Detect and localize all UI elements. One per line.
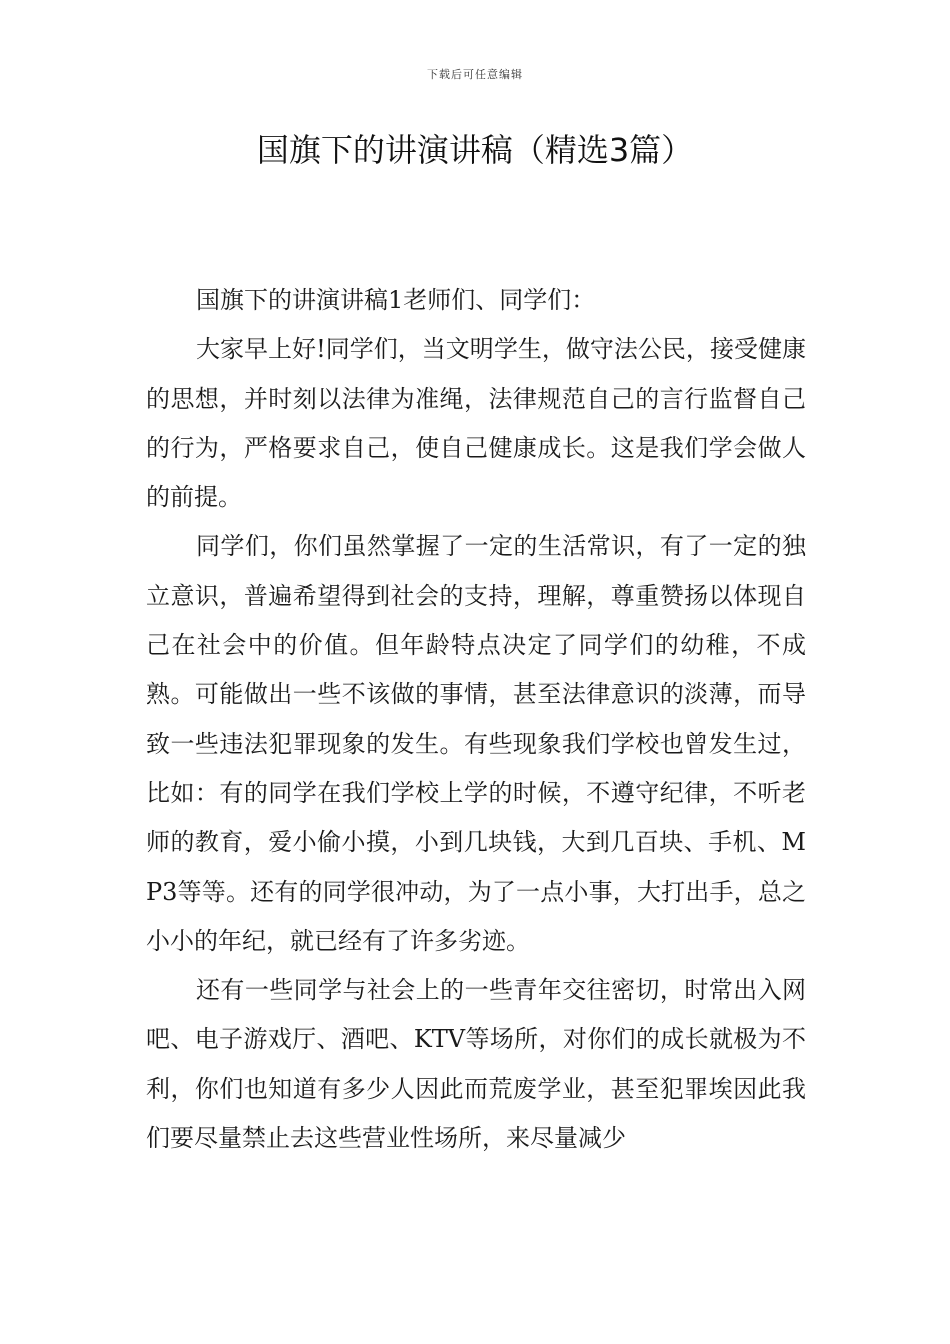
- paragraph: 国旗下的讲演讲稿1老师们、同学们：: [196, 286, 596, 314]
- header-note: 下载后可任意编辑: [427, 68, 523, 81]
- paragraph: 大家早上好!同学们，当文明学生，做守法公民，接受健康的思想，并时刻以法律为准绳，法律规范自己的言行监督自己的行为，严格要求自己，使自己健康成长。这是我们学会做人的前提。: [146, 335, 806, 512]
- document-title: 国旗下的讲演讲稿（精选3篇）: [256, 131, 694, 169]
- paragraph: 还有一些同学与社会上的一些青年交往密切，时常出入网吧、电子游戏厅、酒吧、KTV等场所，对你们的成长就极为不利，你们也知道有多少人因此而荒废学业，甚至犯罪埃因此我们要尽量禁止去这些营业性场所，来尽量减少: [146, 976, 806, 1153]
- document-body: [146, 276, 806, 1163]
- paragraph: 同学们，你们虽然掌握了一定的生活常识，有了一定的独立意识，普遍希望得到社会的支持，理解，尊重赞扬以体现自己在社会中的价值。但年龄特点决定了同学们的幼稚，不成熟。可能做出一些不该做的事情，甚至法律意识的淡薄，而导致一些违法犯罪现象的发生。有些现象我们学校也曾发生过，比如：有的同学在我们学校上学的时候，不遵守纪律，不听老师的教育，爱小偷小摸，小到几块钱，大到几百块、手机、MP3等等。还有的同学很冲动，为了一点小事，大打出手，总之小小的年纪，就已经有了许多劣迹。: [146, 532, 806, 955]
